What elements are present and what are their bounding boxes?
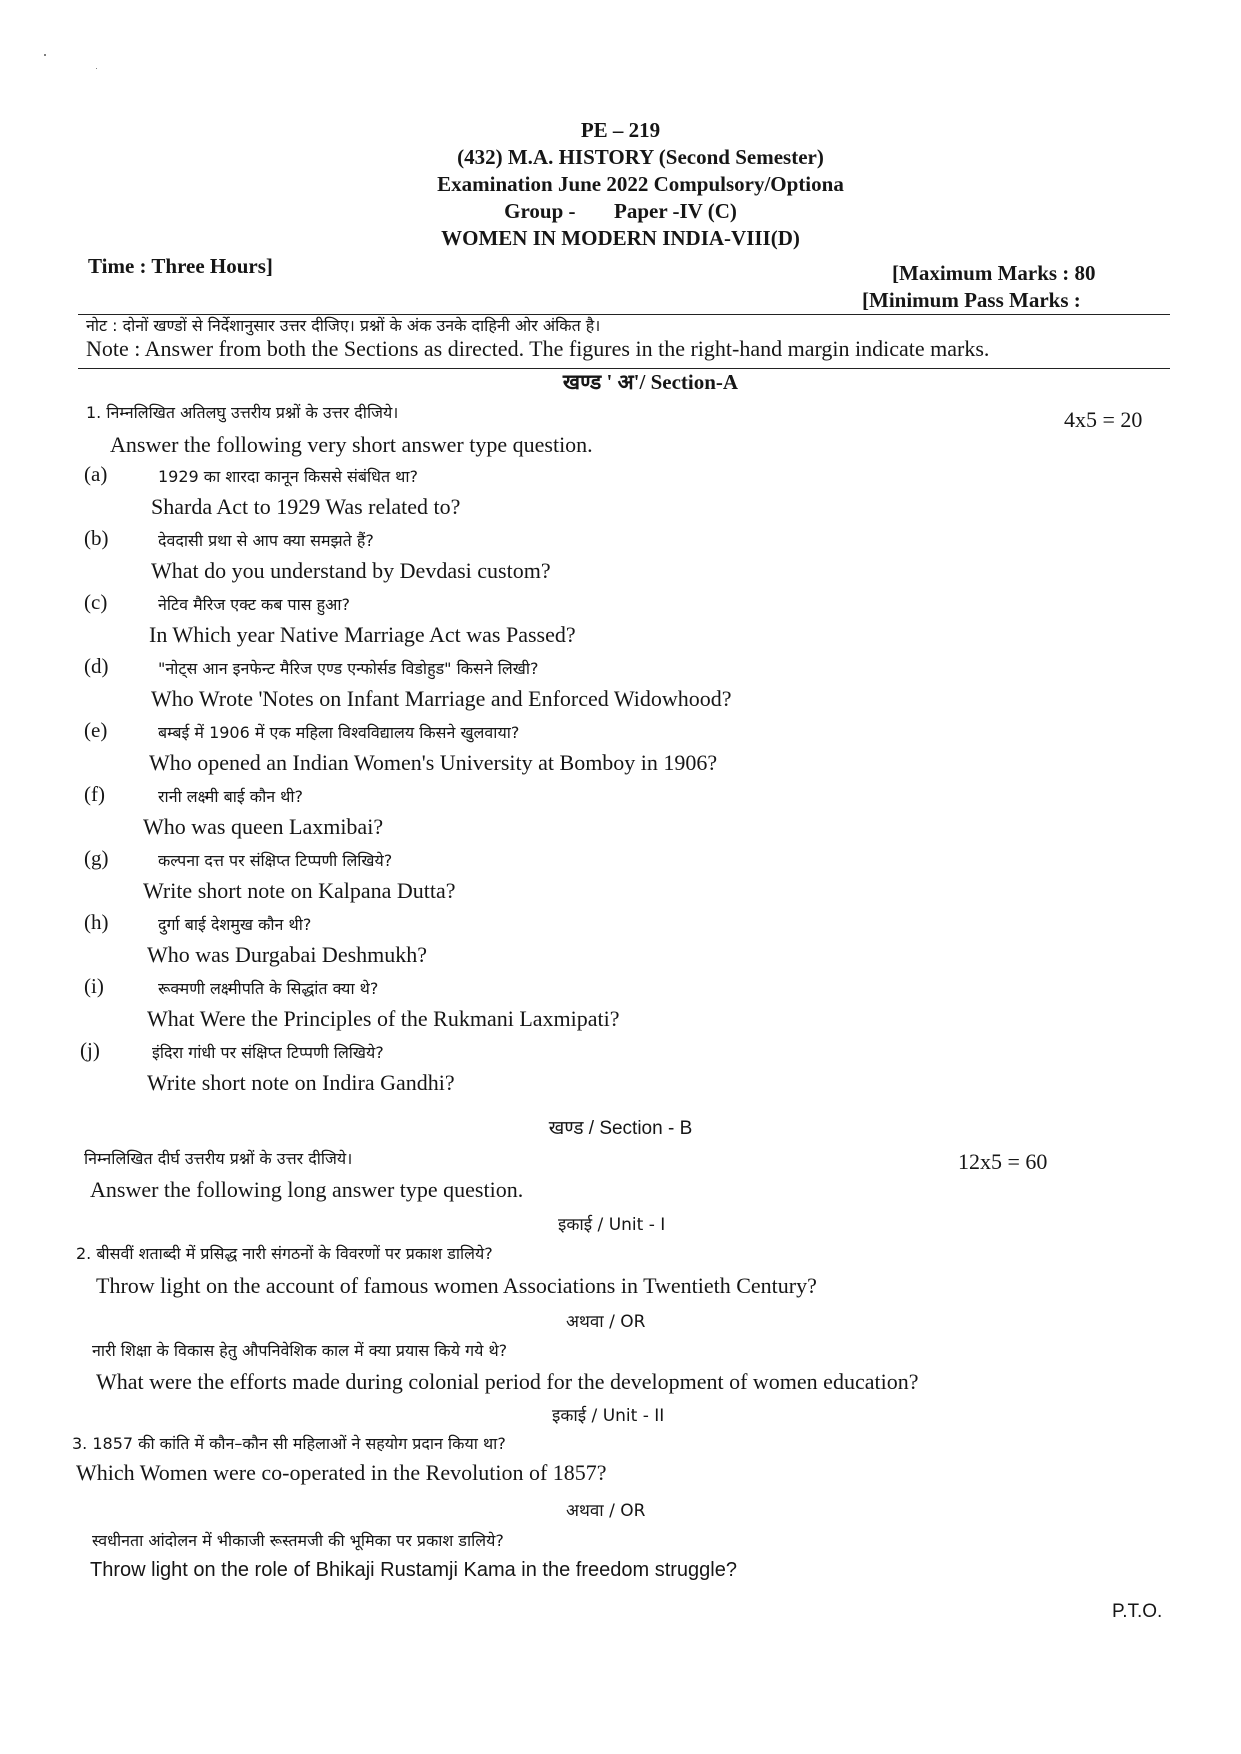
section-b-title: खण्ड / Section - B (548, 1118, 693, 1139)
question-english: Write short note on Indira Gandhi? (147, 1070, 455, 1095)
paper-code: PE – 219 (580, 118, 661, 142)
maximum-marks: [Maximum Marks : 80 (892, 261, 1096, 285)
exam-title: Examination June 2022 Compulsory/Optiona (437, 172, 844, 196)
question-hindi: कल्पना दत्त पर संक्षिप्त टिप्पणी लिखिये? (158, 851, 393, 870)
section-b-english: Answer the following long answer type question. (90, 1177, 524, 1202)
q3-alt-hindi: स्वधीनता आंदोलन में भीकाजी रूस्तमजी की भूमिका पर प्रकाश डालिये? (92, 1531, 504, 1550)
time-allowed: Time : Three Hours] (88, 254, 273, 278)
page-turn-note: P.T.O. (1112, 1601, 1163, 1622)
scan-speck (96, 68, 97, 69)
question-hindi: "नोट्स आन इनफेन्ट मैरिज एण्ड एन्फोर्सड विडोहुड" किसने लिखी? (158, 659, 539, 678)
question-label: (i) (84, 974, 104, 998)
scan-speck (44, 54, 46, 56)
q2-hindi: 2. बीसवीं शताब्दी में प्रसिद्ध नारी संगठनों के विवरणों पर प्रकाश डालिये? (76, 1244, 493, 1263)
question-hindi: बम्बई में 1906 में एक महिला विश्वविद्यालय किसने खुलवाया? (158, 723, 520, 742)
unit-2-title: इकाई / Unit - II (552, 1406, 665, 1426)
question-label: (e) (84, 718, 108, 742)
q2-alt-english: What were the efforts made during colonial period for the development of women education? (96, 1369, 919, 1394)
unit-2-or: अथवा / OR (566, 1501, 646, 1521)
q2-alt-hindi: नारी शिक्षा के विकास हेतु औपनिवेशिक काल में क्या प्रयास किये गये थे? (92, 1341, 508, 1360)
question-label: (j) (80, 1038, 100, 1062)
question-hindi: इंदिरा गांधी पर संक्षिप्त टिप्पणी लिखिये? (152, 1043, 384, 1062)
question-english: Who was Durgabai Deshmukh? (147, 942, 428, 967)
question-hindi: देवदासी प्रथा से आप क्या समझते हैं? (158, 531, 374, 550)
q1-hindi: 1. निम्नलिखित अतिलघु उत्तरीय प्रश्नों के उत्तर दीजिये। (86, 403, 399, 422)
question-english: Who was queen Laxmibai? (143, 814, 384, 839)
section-b-hindi: निम्नलिखित दीर्घ उत्तरीय प्रश्नों के उत्तर दीजिये। (84, 1149, 353, 1168)
question-english: In Which year Native Marriage Act was Passed? (149, 622, 576, 647)
question-hindi: दुर्गा बाई देशमुख कौन थी? (158, 915, 312, 934)
question-label: (c) (84, 590, 108, 614)
note-hindi: नोट : दोनों खण्डों से निर्देशानुसार उत्तर दीजिए। प्रश्नों के अंक उनके दाहिनी ओर अंकित है। (86, 316, 601, 335)
q3-hindi: 3. 1857 की कांति में कौन–कौन सी महिलाओं ने सहयोग प्रदान किया था? (72, 1434, 506, 1453)
question-label: (g) (84, 846, 109, 870)
paper-label: Paper -IV (C) (614, 199, 737, 223)
question-hindi: नेटिव मैरिज एक्ट कब पास हुआ? (158, 595, 350, 614)
question-hindi: रानी लक्ष्मी बाई कौन थी? (158, 787, 304, 806)
q3-english: Which Women were co-operated in the Revolution of 1857? (76, 1460, 607, 1485)
question-english: What do you understand by Devdasi custom? (151, 558, 551, 583)
note-english: Note : Answer from both the Sections as directed. The figures in the right-hand margin indicate marks. (86, 336, 990, 361)
question-label: (f) (84, 782, 105, 806)
question-english: What Were the Principles of the Rukmani Laxmipati? (147, 1006, 620, 1031)
minimum-pass-marks: [Minimum Pass Marks : (862, 288, 1081, 312)
unit-1-or: अथवा / OR (566, 1312, 646, 1332)
section-b-marks: 12x5 = 60 (958, 1149, 1048, 1174)
question-label: (b) (84, 526, 109, 550)
group-label: Group - (504, 199, 576, 223)
question-english: Sharda Act to 1929 Was related to? (151, 494, 461, 519)
question-hindi: 1929 का शारदा कानून किससे संबंधित था? (158, 467, 419, 486)
question-english: Who Wrote 'Notes on Infant Marriage and Enforced Widowhood? (151, 686, 732, 711)
unit-1-title: इकाई / Unit - I (558, 1215, 666, 1235)
subject-title: WOMEN IN MODERN INDIA-VIII(D) (441, 226, 800, 250)
course-title: (432) M.A. HISTORY (Second Semester) (457, 145, 824, 169)
question-english: Write short note on Kalpana Dutta? (143, 878, 456, 903)
question-label: (h) (84, 910, 109, 934)
section-a-title: खण्ड ' अ'/ Section-A (562, 370, 739, 394)
question-label: (d) (84, 654, 109, 678)
question-hindi: रूक्मणी लक्ष्मीपति के सिद्धांत क्या थे? (158, 979, 379, 998)
question-label: (a) (84, 462, 108, 486)
group-paper-line (0, 199, 1241, 224)
section-a-marks: 4x5 = 20 (1064, 407, 1143, 432)
q2-english: Throw light on the account of famous women Associations in Twentieth Century? (96, 1273, 817, 1298)
q1-english: Answer the following very short answer type question. (110, 432, 593, 457)
q3-alt-english: Throw light on the role of Bhikaji Rustamji Kama in the freedom struggle? (90, 1559, 737, 1581)
question-english: Who opened an Indian Women's University at Bomboy in 1906? (149, 750, 718, 775)
